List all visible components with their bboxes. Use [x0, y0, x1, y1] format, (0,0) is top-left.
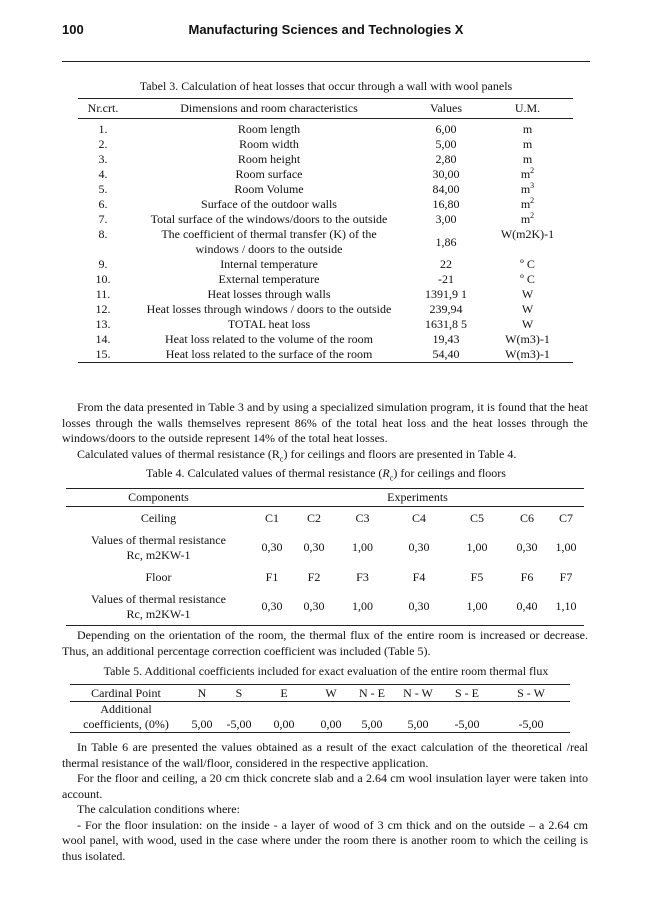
table4-experiments-header: Experiments: [251, 489, 584, 507]
row-value: 1391,9 1: [425, 287, 467, 301]
table5: [70, 684, 570, 733]
table-row: [78, 347, 573, 363]
row-label: Heat loss related to the volume of the room: [165, 332, 373, 346]
paragraph: Depending on the orientation of the room, the thermal flux of the entire room is increased or decrease. Thus, an additional percentage correction coefficient was included (Table 5).: [62, 628, 588, 658]
body-text-2: [62, 628, 588, 659]
unit-exponent: 2: [530, 211, 535, 220]
exp-label: C4: [411, 510, 426, 525]
rc-value: 0,30: [261, 599, 283, 613]
table3-caption: Tabel 3. Calculation of heat losses that occur through a wall with wool panels: [139, 79, 513, 93]
row-number: 15.: [95, 347, 111, 361]
subscript: c: [279, 453, 284, 463]
table-row: [78, 167, 573, 182]
row-number: 4.: [98, 167, 108, 181]
table5-header-row: [70, 685, 570, 702]
rc-value: 1,00: [352, 599, 373, 613]
table-row: [78, 197, 573, 212]
row-unit: W: [521, 302, 534, 316]
rc-value: 0,40: [516, 599, 538, 613]
coef-value: 5,00: [191, 717, 213, 731]
row-value: 6,00: [435, 122, 457, 136]
page-header: [62, 22, 590, 44]
exp-label: F2: [307, 569, 321, 584]
text-span: ) for ceilings and floors are presented in Table 4.: [283, 446, 517, 461]
header-cell: N - E: [350, 685, 394, 702]
row-value: 2,80: [435, 152, 457, 166]
row-label: Total surface of the windows/doors to the outside: [150, 212, 388, 226]
symbol: R: [382, 466, 390, 480]
row-value: 1,86: [435, 234, 457, 249]
header-cell: E: [256, 685, 312, 702]
coef-value: 5,00: [361, 717, 383, 731]
unit-exponent: 3: [530, 181, 535, 190]
header-cell: Cardinal Point: [70, 685, 182, 702]
unit-exponent: 2: [530, 196, 535, 205]
rc-value: 1,10: [555, 599, 577, 613]
row-number: 9.: [98, 257, 108, 271]
rc-value: 0,30: [516, 540, 538, 554]
table-row: [78, 302, 573, 317]
row-unit: º C: [520, 257, 535, 271]
table4-floor-values-row: [66, 588, 584, 626]
row-unit: W: [521, 287, 534, 301]
rc-value: 0,30: [303, 540, 325, 554]
table-row: [78, 227, 573, 257]
table-row: [78, 212, 573, 227]
table4-caption: [62, 466, 590, 481]
row-unit: º C: [520, 272, 535, 286]
row-number: 10.: [95, 272, 111, 286]
header-cell: W: [312, 685, 350, 702]
rc-value: 0,30: [303, 599, 325, 613]
coef-value: 0,00: [273, 717, 295, 731]
table-row: [78, 182, 573, 197]
table-row: [78, 287, 573, 302]
row-value: 22: [440, 257, 452, 271]
row-label: Internal temperature: [220, 257, 318, 271]
row-value: 1631,8 5: [425, 317, 467, 331]
paragraph: For the floor and ceiling, a 20 cm thick concrete slab and a 2.64 cm wool insulation layer were taken into account.: [62, 771, 588, 801]
row-number: 14.: [95, 332, 111, 346]
coef-value: 5,00: [407, 717, 429, 731]
table4: [66, 488, 584, 626]
table3-col-um: U.M.: [482, 99, 573, 119]
row-value: 30,00: [432, 167, 460, 181]
body-text-1: [62, 400, 588, 462]
unit-base: m: [520, 212, 531, 226]
coef-value: 0,00: [320, 717, 342, 731]
row-number: 8.: [98, 227, 108, 241]
table-row: [78, 137, 573, 152]
table4-components-header: Components: [66, 489, 251, 507]
text-span: Table 4. Calculated values of thermal resistance (: [146, 466, 383, 480]
row-unit: [482, 212, 573, 227]
exp-label: F6: [520, 569, 534, 584]
exp-label: F5: [470, 569, 484, 584]
row-number: 5.: [98, 182, 108, 196]
rc-label-text: Values of thermal resistance: [91, 532, 226, 547]
row-value: -21: [438, 272, 454, 286]
header-cell: S - W: [492, 685, 570, 702]
row-number: 3.: [98, 152, 108, 166]
paragraph: - For the floor insulation: on the inside - a layer of wood of 3 cm thick and on the outside – a 2.64 cm wool panel, with wood, used in the case where under the room there is another room to which the ceiling is thus isolated.: [62, 817, 588, 863]
row-number: 13.: [95, 317, 111, 331]
header-rule: [62, 61, 590, 62]
row-unit: m: [522, 122, 533, 136]
rc-value: 1,00: [466, 599, 488, 613]
rc-value: 1,00: [352, 540, 373, 554]
text-span: Calculated values of thermal resistance (R: [77, 446, 280, 461]
table4-floor-row: [66, 566, 584, 588]
row-label: Heat losses through walls: [207, 287, 331, 301]
exp-label: C6: [519, 510, 534, 525]
rc-value: 0,30: [408, 540, 430, 554]
exp-label: F7: [559, 569, 573, 584]
row-unit: W(m3)-1: [505, 332, 550, 346]
row-label: Room surface: [235, 167, 303, 181]
row-value: 239,94: [429, 302, 463, 316]
row-label: External temperature: [218, 272, 320, 286]
floor-label: Floor: [145, 569, 172, 584]
table-row: [78, 257, 573, 272]
row-label: Room height: [237, 152, 301, 166]
exp-label: F4: [412, 569, 426, 584]
exp-label: F3: [356, 569, 369, 584]
row-number: 12.: [95, 302, 111, 316]
row-value: 3,00: [435, 212, 457, 226]
coef-value: -5,00: [518, 717, 544, 731]
exp-label: C7: [558, 510, 573, 525]
journal-title: Manufacturing Sciences and Technologies X: [188, 22, 464, 37]
rc-label-text: Values of thermal resistance: [91, 591, 226, 606]
row-number: 1.: [98, 122, 108, 136]
coef-value: -5,00: [454, 717, 480, 731]
rc-unit-text: Rc, m2KW-1: [126, 547, 191, 562]
table4-ceiling-values-row: [66, 529, 584, 566]
row-value: 54,40: [432, 347, 460, 361]
row-label: TOTAL heat loss: [227, 317, 311, 331]
row-label: The coefficient of thermal transfer (K) of the windows / doors to the outside: [161, 227, 377, 256]
header-cell: S - E: [442, 685, 492, 702]
paragraph: In Table 6 are presented the values obtained as a result of the exact calculation of the theoretical /real thermal resistance of the wall/floor, considered in the respective application.: [62, 740, 588, 770]
table5-values-row: [70, 702, 570, 733]
body-text-3: [62, 740, 588, 864]
row-value: 84,00: [432, 182, 460, 196]
row-unit: W: [521, 317, 534, 331]
page-number: 100: [62, 22, 84, 37]
row-value: 16,80: [432, 197, 460, 211]
rc-value: 1,00: [466, 540, 488, 554]
row-label: Room length: [237, 122, 301, 136]
row-unit: [482, 182, 573, 197]
rc-value: 1,00: [555, 540, 577, 554]
exp-label: F1: [265, 569, 279, 584]
table3: [78, 98, 573, 363]
row-label: Room Volume: [234, 182, 304, 196]
header-cell: N - W: [394, 685, 442, 702]
row-unit: m: [522, 137, 533, 151]
row-label: Surface of the outdoor walls: [201, 197, 337, 211]
text-span: ) for ceilings and floors: [393, 466, 506, 480]
ceiling-label: Ceiling: [140, 510, 177, 525]
row-label: Heat losses through windows / doors to the outside: [146, 302, 392, 316]
row-number: 7.: [98, 212, 108, 226]
row-number: 6.: [98, 197, 108, 211]
rc-label: [66, 529, 251, 566]
header-cell: S: [222, 685, 256, 702]
unit-exponent: 2: [530, 166, 535, 175]
unit-base: m: [520, 197, 531, 211]
row-label: Room width: [239, 137, 299, 151]
row-unit: [482, 167, 573, 182]
rc-value: 0,30: [408, 599, 430, 613]
exp-label: C1: [264, 510, 279, 525]
table5-caption: Table 5. Additional coefficients included for exact evaluation of the entire room thermal flux: [103, 664, 549, 678]
table-row: [78, 317, 573, 332]
paragraph: From the data presented in Table 3 and by using a specialized simulation program, it is found that the heat losses through the walls themselves represent 86% of the total heat loss and the heat losses through the windows/doors to the outside represent 14% of the total heat losses.: [62, 400, 588, 445]
unit-base: m: [520, 167, 531, 181]
table3-col-dimensions: Dimensions and room characteristics: [128, 99, 410, 119]
row-number: 11.: [95, 287, 111, 301]
header-cell: N: [182, 685, 222, 702]
row-unit: W(m2K)-1: [500, 227, 555, 241]
table3-header-row: [78, 99, 573, 119]
paragraph: [62, 447, 588, 463]
rc-value: 0,30: [261, 540, 283, 554]
table-row: [78, 332, 573, 347]
row-label: Heat loss related to the surface of the room: [165, 347, 373, 361]
exp-label: C3: [355, 510, 370, 525]
table3-col-values: Values: [410, 99, 482, 119]
exp-label: C5: [469, 510, 484, 525]
table3-col-nr: Nr.crt.: [78, 99, 128, 119]
table-row: [78, 152, 573, 167]
rc-label: [66, 588, 251, 626]
table-row: [78, 272, 573, 287]
rc-unit-text: Rc, m2KW-1: [126, 606, 191, 621]
unit-base: m: [520, 182, 531, 196]
row-unit: m: [522, 152, 533, 166]
table4-header-row: [66, 489, 584, 507]
row-unit: [482, 197, 573, 212]
row-label: Additional coefficients, (0%): [83, 702, 169, 731]
table4-ceiling-row: [66, 507, 584, 530]
exp-label: C2: [306, 510, 321, 525]
coef-value: -5,00: [226, 717, 252, 731]
row-unit: W(m3)-1: [505, 347, 550, 361]
table-row: [78, 119, 573, 138]
row-value: 19,43: [432, 332, 460, 346]
subscript: c: [389, 473, 394, 483]
row-number: 2.: [98, 137, 108, 151]
row-value: 5,00: [435, 137, 457, 151]
paragraph: The calculation conditions where:: [77, 802, 240, 816]
